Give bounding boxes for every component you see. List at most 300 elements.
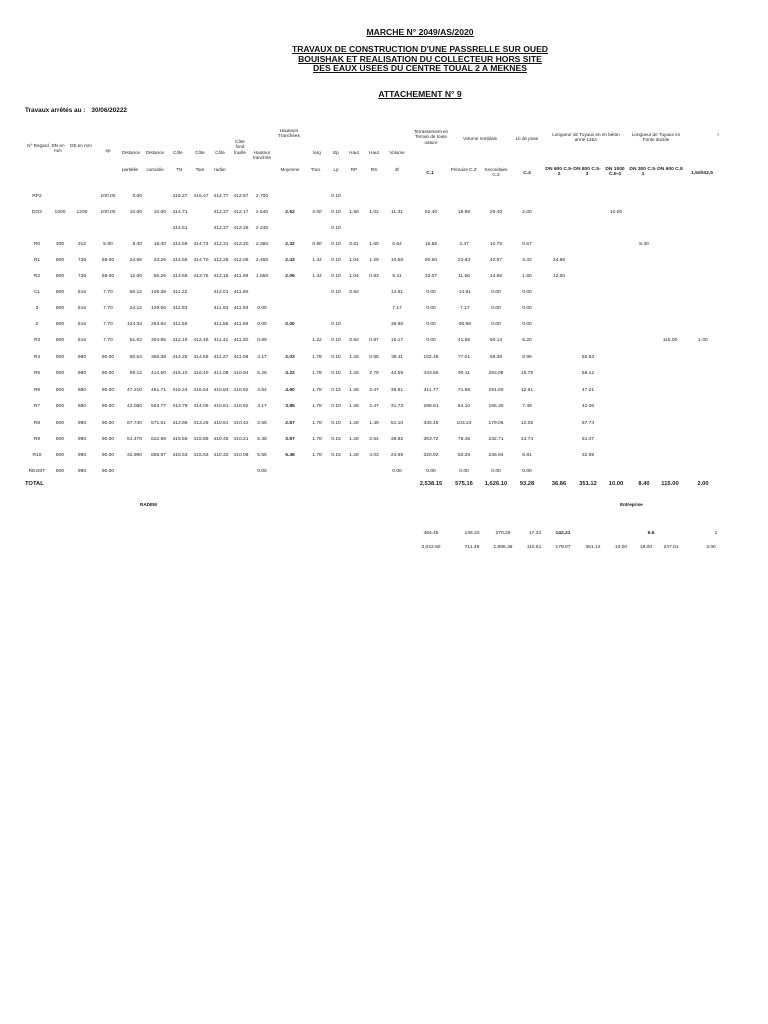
cell-cote_rad: 412.26 [213, 258, 229, 263]
cell-haut_rp: 0.61 [349, 242, 359, 247]
arrete-label: Travaux arrêtés au : [25, 107, 86, 114]
cell-cote_fond: 412.20 [233, 242, 249, 247]
header-terr: Terrassement en Terrain de toute nature [413, 129, 449, 145]
cell-haut_tr: 0.00 [257, 322, 267, 327]
cell-regard: C1 [33, 290, 41, 295]
cell-dist_part: 24.12 [129, 306, 142, 311]
cell-rem_p: 41.58 [457, 338, 471, 343]
cell-cote_rad: 412.31 [213, 242, 229, 247]
cell-epc: 0.10 [331, 355, 341, 360]
cell-epc: 0.10 [331, 226, 341, 231]
cell-last: 1.00 [698, 338, 708, 343]
cell-terr: 411.77 [423, 388, 439, 393]
cell-de: 980 [77, 453, 87, 458]
header-remb: Volume remblais [463, 136, 497, 141]
cell-cote_fond: 411.08 [233, 355, 249, 360]
cell-epc: 0.10 [331, 210, 341, 215]
cell-rem_s: 236.94 [488, 453, 504, 458]
cell-regard: R7 [33, 404, 41, 409]
subtitle-line: TRAVAUX DE CONSTRUCTION D'UNE PASSRELLE SUR OUED [291, 44, 549, 54]
cell-cote_fond: 412.17 [233, 210, 249, 215]
cell-larg: 1.78 [312, 388, 322, 393]
cell-terr: 33.07 [424, 274, 438, 279]
cell-ep: 68.00 [101, 274, 115, 279]
summary2-a: 179.07 [555, 545, 571, 550]
cell-dist_cum: 571.51 [151, 421, 166, 426]
total-terr: 2,538.15 [419, 481, 443, 487]
subheader-rem_p: Primaire C.2' [450, 167, 478, 172]
cell-epc: 0.10 [331, 404, 341, 409]
cell-ep: 90.00 [101, 371, 115, 376]
header-epc: Ep [333, 150, 339, 155]
cell-cote_fond: 411.93 [233, 306, 249, 311]
cell-dist_part: 51.02 [129, 338, 142, 343]
header-haut_rp: Haut [349, 150, 359, 155]
summary2-b: 351.12 [585, 545, 601, 550]
work-stop-date [25, 107, 127, 114]
cell-dist_part: 51.470 [127, 437, 142, 442]
cell-dist_cum: 105.38 [151, 290, 166, 295]
cell-dist_cum: 414.50 [151, 371, 166, 376]
cell-ep: 5.80 [103, 242, 113, 247]
cell-epc: 0.15 [331, 453, 341, 458]
cell-ep: 90.00 [101, 437, 115, 442]
cell-dist_cum: 18.40 [153, 242, 166, 247]
cell-haut_tr: 0.89 [257, 338, 267, 343]
cell-cote_fond: 410.42 [233, 421, 249, 426]
cell-dist_part: 50.12 [129, 290, 142, 295]
cell-regard: 2 [35, 322, 39, 327]
cell-cote_tn: 412.98 [172, 421, 188, 426]
cell-terr: 345.45 [423, 421, 439, 426]
cell-cote_tn: 414.25 [172, 355, 188, 360]
cell-b2: 42.06 [581, 404, 595, 409]
cell-cote_fond: 412.26 [233, 226, 249, 231]
summary1-last: 1 [714, 531, 718, 536]
summary2-e: 247.01 [663, 545, 679, 550]
total-lit: 93.28 [519, 481, 535, 487]
cell-lit: 0.00 [522, 306, 532, 311]
subheader-haut_rs: RS [370, 167, 378, 172]
cell-haut_tr: 1.658 [255, 274, 269, 279]
cell-larg: 1.78 [312, 453, 322, 458]
subheader-dist_part: partielle [121, 167, 139, 172]
cell-rem_p: 77.01 [457, 355, 471, 360]
cell-haut_rp: 1.04 [349, 274, 359, 279]
cell-cote_tn: 414.59 [172, 242, 188, 247]
cell-de: 736 [77, 274, 87, 279]
cell-cote_tn: 414.71 [172, 210, 188, 215]
cell-lit: 0.00 [522, 322, 532, 327]
cell-epc: 0.10 [331, 242, 341, 247]
cell-de: 312 [77, 242, 87, 247]
cell-cote_tam: 415.89 [193, 437, 209, 442]
cell-de: 980 [77, 371, 87, 376]
cell-rem_s: 179.06 [488, 421, 504, 426]
subheader-f1: DN 300 C.5-1 [629, 167, 657, 178]
cell-haut_moy: 4.90 [285, 388, 295, 393]
cell-dist_cum: 253.84 [151, 322, 166, 327]
cell-regard: R4 [33, 355, 41, 360]
cell-cote_rad: 412.77 [213, 194, 229, 199]
cell-ep: 90.00 [101, 421, 115, 426]
header-de: DE en mm [70, 143, 92, 148]
cell-rem_p: 23.83 [457, 258, 471, 263]
header-regard: N° Regard [27, 143, 49, 148]
cell-rem_s: 185.30 [488, 404, 504, 409]
cell-lit: 1.60 [522, 274, 532, 279]
cell-rem_p: 50.28 [457, 453, 471, 458]
cell-epc: 0.10 [331, 371, 341, 376]
cell-cote_rad: 411.41 [213, 338, 229, 343]
cell-ep: 90.00 [101, 355, 115, 360]
subheader-f2: DN 600 C.8 [657, 167, 683, 172]
subheader-epc: Lp [333, 167, 339, 172]
summary2-lit: 110.61 [526, 545, 542, 550]
cell-rem_s: 0.00 [491, 469, 501, 474]
cell-dist_part: 0.00 [132, 194, 142, 199]
cell-volume: 44.59 [390, 371, 404, 376]
cell-rem_p: 19.89 [457, 210, 471, 215]
cell-haut_rp: 1.50 [349, 210, 359, 215]
cell-haut_rp: 1.28 [349, 453, 359, 458]
subheader-larg: Tran. [310, 167, 322, 172]
cell-haut_tr: 3.17 [257, 355, 267, 360]
cell-dn: 800 [55, 453, 65, 458]
header-cote_tn: Côte [173, 150, 183, 155]
cell-b2: 32.99 [581, 453, 595, 458]
cell-de: 615 [77, 338, 87, 343]
cell-regard: R2 [33, 274, 41, 279]
cell-haut_tr: 2.700 [255, 194, 269, 199]
cell-cote_tn: 415.27 [172, 194, 188, 199]
summary1-terr: 484.45 [423, 531, 439, 536]
cell-volume: 11.31 [391, 210, 403, 215]
total-rem_p: 575.16 [455, 481, 473, 487]
cell-dist_cum: 355.38 [151, 355, 166, 360]
cell-ep: 7.70 [103, 322, 113, 327]
cell-rem_s: 10.78 [489, 242, 503, 247]
cell-dist_cum: 461.71 [151, 388, 166, 393]
header-haut_rs: Haut [369, 150, 379, 155]
cell-lit: 2.00 [522, 210, 532, 215]
cell-dn: 800 [55, 371, 65, 376]
total-f2: 115.00 [661, 481, 679, 487]
cell-dn: 800 [55, 388, 65, 393]
cell-dist_part: 10.00 [129, 210, 142, 215]
cell-dn: 800 [55, 421, 65, 426]
cell-larg: 1.34 [312, 274, 322, 279]
cell-haut_rp: 0.92 [349, 290, 359, 295]
cell-cote_rad: 410.32 [213, 453, 229, 458]
cell-dist_part: 24.86 [129, 258, 142, 263]
header-beton: Longueur de Tuyaux en en béton armé 135A [552, 132, 620, 143]
cell-cote_tn: 415.24 [172, 388, 188, 393]
cell-haut_moy: 2.03 [285, 355, 295, 360]
cell-dn: 600 [55, 322, 65, 327]
cell-dist_part: 12.00 [129, 274, 142, 279]
cell-ep: 90.00 [101, 469, 115, 474]
cell-cote_tam: 412.49 [193, 338, 209, 343]
cell-haut_tr: 5.26 [257, 371, 267, 376]
cell-haut_rs: 0.93 [369, 274, 379, 279]
cell-terr: 320.92 [423, 453, 439, 458]
cell-dn: 800 [55, 355, 65, 360]
cell-cote_tn: 412.19 [172, 338, 188, 343]
subtitle-line: DES EAUX USEES DU CENTRE TOUAL 2 A MEKNES [313, 63, 527, 74]
cell-dist_cum: 503.77 [151, 404, 166, 409]
cell-cote_fond: 412.57 [233, 194, 249, 199]
cell-cote_rad: 411.27 [213, 355, 229, 360]
cell-rem_s: 60.14 [489, 338, 503, 343]
cell-cote_fond: 410.62 [233, 388, 249, 393]
cell-epc: 0.10 [331, 290, 341, 295]
cell-ep: 7.70 [103, 306, 113, 311]
cell-larg: 1.34 [312, 258, 322, 263]
cell-haut_moy: 5.46 [285, 453, 295, 458]
total-label: TOTAL [25, 481, 44, 487]
cell-haut_moy: 0.00 [285, 322, 295, 327]
cell-haut_rp: 1.28 [349, 355, 359, 360]
cell-de: 736 [77, 258, 87, 263]
cell-cote_tam: 416.40 [193, 371, 209, 376]
cell-volume: 14.91 [390, 290, 404, 295]
cell-terr: 443.56 [423, 371, 439, 376]
subheader-cote_rad: radier [214, 167, 226, 172]
cell-ep: 90.00 [101, 388, 115, 393]
cell-haut_tr: 2.246 [255, 226, 269, 231]
cell-lit: 3.32 [522, 258, 532, 263]
cell-epc: 0.10 [331, 194, 341, 199]
cell-dist_part: 8.40 [132, 242, 142, 247]
cell-lit: 12.61 [520, 388, 534, 393]
cell-terr: 0.00 [426, 469, 436, 474]
cell-rem_p: 103.24 [456, 421, 472, 426]
cell-dist_part: 50.53 [129, 355, 142, 360]
cell-haut_rs: 1.29 [369, 258, 379, 263]
cell-lit: 0.00 [522, 469, 532, 474]
cell-volume: 5.11 [392, 274, 402, 279]
cell-larg: 1.78 [312, 421, 322, 426]
cell-b2: 50.53 [581, 355, 595, 360]
summary2-terr: 3,022.60 [421, 545, 441, 550]
cell-cote_fond: 410.84 [233, 371, 249, 376]
cell-cote_tam: 415.93 [193, 453, 209, 458]
cell-rem_s: 58.38 [489, 355, 503, 360]
cell-volume: 31.73 [390, 404, 404, 409]
cell-rem_s: 20.40 [489, 210, 503, 215]
signature-left: RADEM [140, 502, 157, 507]
cell-rem_p: 0.00 [459, 469, 469, 474]
cell-cote_tam: 415.47 [193, 194, 209, 199]
cell-de: 615 [77, 322, 87, 327]
subheader-dist_cum: cumulée [146, 167, 164, 172]
total-rem_s: 1,626.10 [484, 481, 508, 487]
cell-lit: 0.00 [522, 290, 532, 295]
cell-rem_p: 64.10 [457, 404, 471, 409]
cell-cote_fond: 411.56 [233, 322, 249, 327]
subheader-cote_tn: TN [175, 167, 183, 172]
cell-cote_fond: 411.99 [233, 274, 249, 279]
cell-haut_rs: 1.02 [369, 210, 379, 215]
header-lit: Lit de pose [515, 136, 539, 141]
cell-haut_tr: 5.55 [257, 453, 267, 458]
cell-b3: 10.00 [609, 210, 623, 215]
header-dn: DN en mm [51, 143, 65, 154]
cell-de: 615 [77, 290, 87, 295]
cell-ep: 90.00 [101, 404, 115, 409]
cell-haut_rp: 1.04 [349, 258, 359, 263]
cell-cote_tn: 416.10 [172, 371, 188, 376]
cell-haut_moy: 4.22 [285, 371, 295, 376]
header-volume: Volume [389, 150, 405, 155]
cell-cote_rad: 412.37 [213, 226, 229, 231]
cell-terr: 0.00 [426, 306, 436, 311]
cell-epc: 0.10 [331, 258, 341, 263]
cell-haut_moy: 3.97 [285, 437, 295, 442]
cell-ep: 7.70 [103, 290, 113, 295]
cell-rem_p: 11.50 [458, 274, 470, 279]
cell-regard: R8 [33, 421, 41, 426]
cell-cote_rad: 410.61 [213, 421, 229, 426]
cell-lit: 8.81 [522, 453, 532, 458]
summary1-b1: 142.21 [555, 531, 571, 536]
cell-b1: 12.00 [552, 274, 566, 279]
cell-dist_part: 47.210 [127, 388, 142, 393]
summary1-rem_p: 136.33 [464, 531, 480, 536]
summary2-rem_p: 711.49 [464, 545, 480, 550]
subheader-volume: Ø [395, 167, 399, 172]
cell-rem_p: -7.17 [458, 306, 470, 311]
cell-haut_moy: 3.85 [285, 404, 295, 409]
cell-b2: 67.74 [581, 421, 595, 426]
cell-terr: 0.00 [426, 322, 436, 327]
cell-rem_s: 0.00 [491, 322, 501, 327]
cell-dn: 600 [55, 338, 65, 343]
subheader-rem_s: Secondaire C.3 [484, 167, 508, 178]
cell-rem_s: 42.87 [489, 258, 503, 263]
header-cote_tam: Côte [195, 150, 205, 155]
cell-volume: 38.82 [390, 437, 404, 442]
cell-lit: 12.06 [520, 421, 534, 426]
cell-dn: 600 [55, 274, 65, 279]
cell-rem_s: 291.60 [488, 388, 504, 393]
total-b3: 10.00 [608, 481, 624, 487]
subheader-b1: DN 600 C.5-2 [545, 167, 573, 178]
cell-haut_rp: 1.28 [349, 371, 359, 376]
cell-dist_cum: 304.85 [151, 338, 166, 343]
cell-volume: 35.61 [390, 388, 404, 393]
cell-haut_moy: 2.87 [285, 421, 295, 426]
summary2-c: 10.00 [614, 545, 628, 550]
cell-haut_tr: 2.386 [255, 242, 269, 247]
cell-cote_rad: 412.16 [213, 274, 229, 279]
cell-larg: 1.78 [312, 371, 322, 376]
cell-cote_fond: 410.08 [233, 453, 249, 458]
cell-cote_tam: 414.70 [193, 258, 209, 263]
cell-haut_rp: 0.92 [349, 338, 359, 343]
cell-de: 1200 [76, 210, 88, 215]
cell-dist_cum: 55.26 [153, 274, 166, 279]
cell-epc: 0.10 [331, 274, 341, 279]
attachment-number: ATTACHEMENT N° 9 [378, 89, 462, 99]
subheader-b2: DN 800 C.5-3 [573, 167, 601, 178]
cell-dist_part: 42.060 [127, 404, 142, 409]
total-b1: 36.86 [551, 481, 567, 487]
cell-ep: 68.00 [101, 258, 115, 263]
cell-epc: 0.10 [331, 322, 341, 327]
cell-volume: 36.98 [390, 322, 404, 327]
cell-de: 980 [77, 437, 87, 442]
cell-terr: 0.00 [426, 338, 436, 343]
cell-cote_fond: 411.30 [233, 338, 249, 343]
cell-rem_p: -14.91 [457, 290, 471, 295]
cell-haut_tr: 2.540 [255, 210, 269, 215]
cell-rem_p: -36.98 [457, 322, 471, 327]
cell-cote_tn: 414.56 [172, 258, 188, 263]
cell-volume: 0.00 [392, 469, 402, 474]
cell-ep: 7.70 [103, 338, 113, 343]
cell-volume: 24.69 [390, 453, 404, 458]
cell-b2: 51.47 [581, 437, 595, 442]
cell-regard: R0 [33, 242, 41, 247]
cell-cote_rad: 412.37 [213, 210, 229, 215]
cell-volume: 7.17 [392, 306, 402, 311]
cell-cote_fond: 412.09 [233, 258, 249, 263]
subheader-last: 1,5≤h≤2,5 [691, 171, 713, 176]
cell-cote_fond: 410.21 [233, 437, 249, 442]
summary2-rem_s: 1,896.38 [493, 545, 513, 550]
cell-volume: 15.17 [390, 338, 404, 343]
cell-rem_p: 90.11 [458, 371, 470, 376]
cell-haut_rs: 2.79 [369, 371, 379, 376]
cell-regard: R9 [33, 437, 41, 442]
cell-terr: 15.56 [424, 242, 438, 247]
cell-haut_rp: 1.28 [349, 404, 359, 409]
cell-haut_tr: 3.17 [257, 404, 267, 409]
cell-cote_tn: 413.65 [172, 274, 188, 279]
cell-cote_tn: 414.51 [172, 226, 188, 231]
summary2-last: 3.00 [706, 545, 716, 550]
cell-cote_tn: 411.93 [172, 306, 188, 311]
summary1-rem_s: 270.29 [495, 531, 511, 536]
cell-cote_tam: 413.75 [193, 274, 209, 279]
total-b2: 351.12 [579, 481, 597, 487]
document-title: MARCHE N° 2049/AS/2020 [366, 27, 474, 37]
cell-de: 615 [77, 306, 87, 311]
cell-rem_s: 0.00 [491, 290, 501, 295]
cell-regard: DO2 [31, 210, 43, 215]
cell-cote_rad: 411.93 [213, 306, 229, 311]
cell-f2: 115.00 [662, 338, 678, 343]
cell-larg: 1.22 [312, 338, 322, 343]
header-haut_tr: Hauteur tranchée [253, 150, 271, 161]
cell-haut_rp: 1.28 [349, 421, 359, 426]
subheader-haut_moy: Moyenne [280, 167, 300, 172]
subheader-haut_rp: RP [350, 167, 358, 172]
header-fonte: Longueur de Tuyaux en Fonte ductile [631, 132, 681, 143]
cell-dist_cum: 622.98 [151, 437, 166, 442]
cell-cote_rad: 411.08 [213, 371, 229, 376]
cell-cote_fond: 410.62 [233, 404, 249, 409]
cell-de: 980 [77, 404, 87, 409]
cell-rem_s: 14.86 [489, 274, 503, 279]
cell-volume: 0.64 [392, 242, 402, 247]
cell-haut_rp: 1.28 [349, 437, 359, 442]
cell-cote_tn: 413.79 [172, 404, 188, 409]
cell-regard: R6 [33, 388, 41, 393]
cell-epc: 0.15 [331, 437, 341, 442]
